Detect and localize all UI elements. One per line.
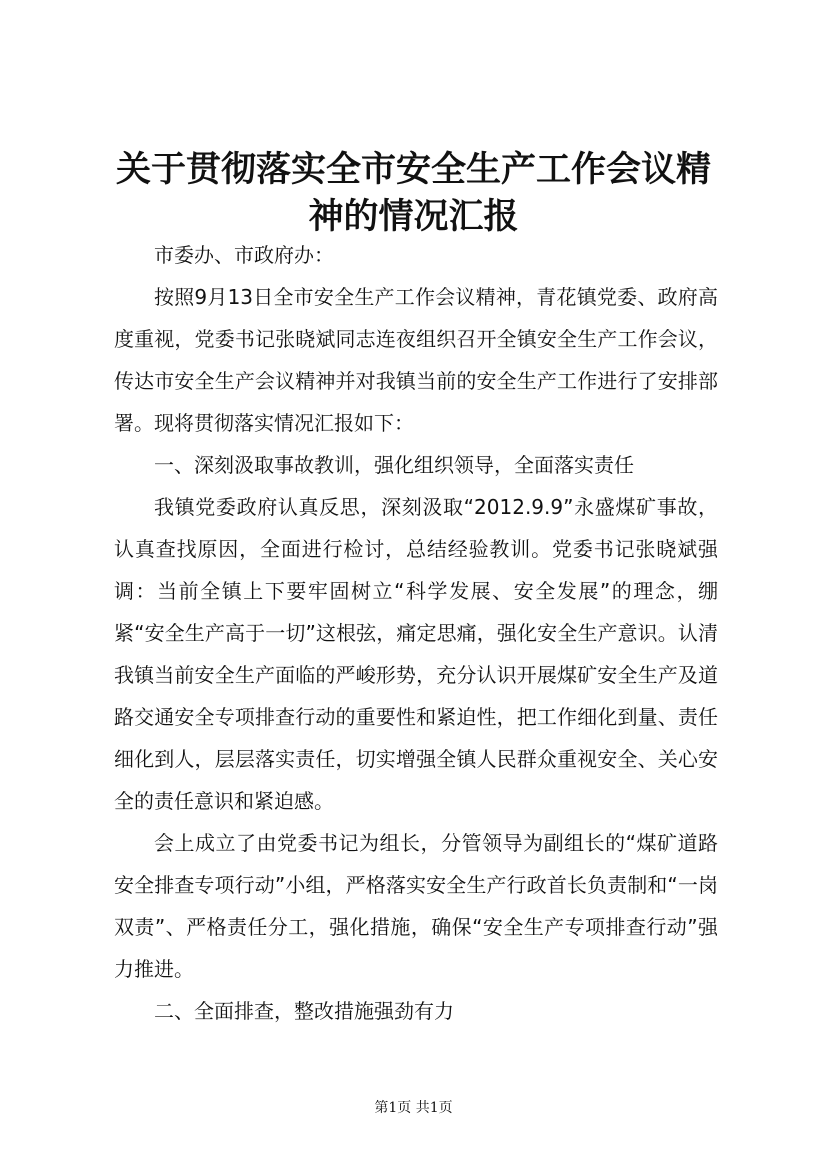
- paragraph-task-group: 会上成立了由党委书记为组长，分管领导为副组长的“煤矿道路安全排查专项行动”小组，严格落实安全生产行政首长负责制和“一岗双责”、严格责任分工，强化措施，确保“安全生产专项排查行动”强力推进。: [114, 831, 718, 981]
- paragraph-intro: 按照9月13日全市安全生产工作会议精神，青花镇党委、政府高度重视，党委书记张晓斌同志连夜组织召开全镇安全生产工作会议，传达市安全生产会议精神并对我镇当前的安全生产工作进行了安排部署。现将贯彻落实情况汇报如下：: [114, 285, 718, 435]
- salutation: 市委办、市政府办：: [154, 243, 334, 267]
- page-footer: 第1页 共1页: [374, 1100, 453, 1116]
- paragraph-reflection: 我镇党委政府认真反思，深刻汲取“2012.9.9”永盛煤矿事故，认真查找原因，全面进行检讨，总结经验教训。党委书记张晓斌强调：当前全镇上下要牢固树立“科学发展、安全发展”的理念，绷紧“安全生产高于一切”这根弦，痛定思痛，强化安全生产意识。认清我镇当前安全生产面临的严峻形势，充分认识开展煤矿安全生产及道路交通安全专项排查行动的重要性和紧迫性，把工作细化到量、责任细化到人，层层落实责任，切实增强全镇人民群众重视安全、关心安全的责任意识和紧迫感。: [114, 495, 718, 813]
- document-body: [114, 234, 718, 1032]
- section-heading-1: 一、深刻汲取事故教训，强化组织领导，全面落实责任: [154, 453, 634, 477]
- document-title: 关于贯彻落实全市安全生产工作会议精神的情况汇报: [115, 149, 711, 237]
- section-heading-2: 二、全面排查，整改措施强劲有力: [154, 999, 454, 1023]
